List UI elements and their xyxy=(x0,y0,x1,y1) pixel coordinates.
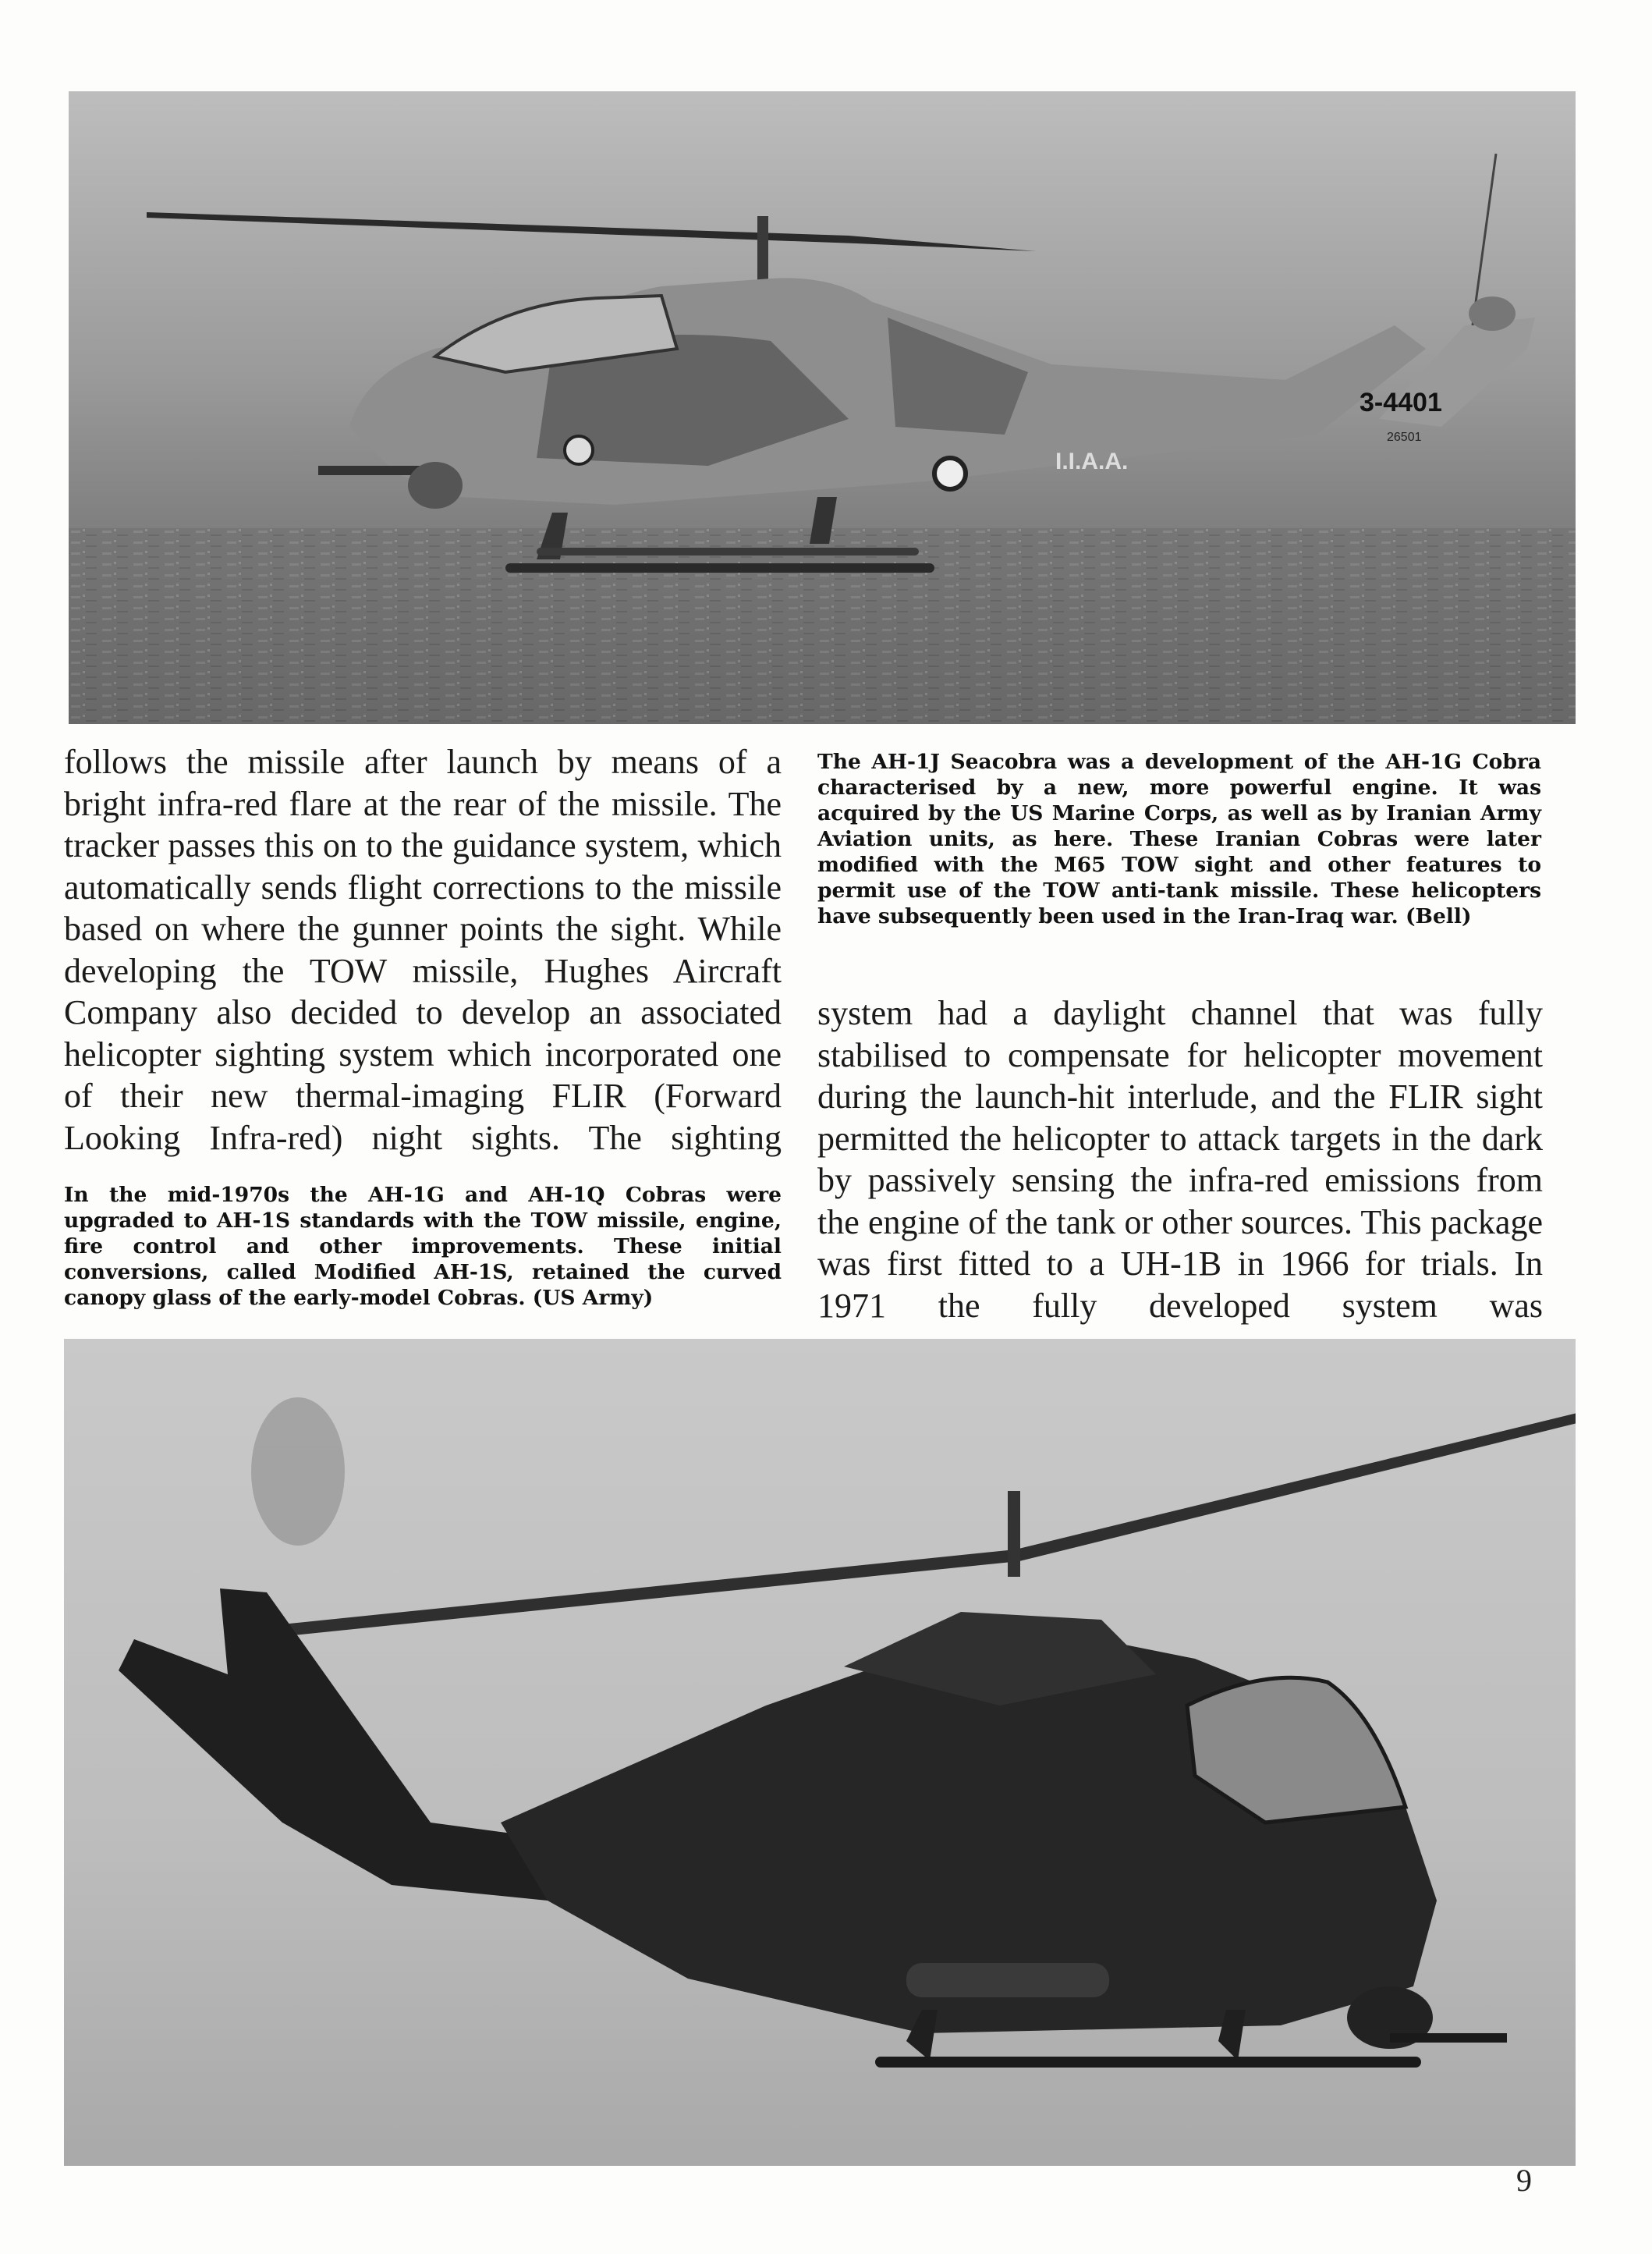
page-number: 9 xyxy=(1516,2163,1532,2198)
tail-rotor xyxy=(1469,296,1516,331)
landing-skid xyxy=(537,548,919,556)
serial-number: 26501 xyxy=(1387,431,1422,444)
body-text-left-column: follows the missile after launch by means of a bright infra-red flare at the rear of the missile. The tracker passes this on to the guidance system, which automatically sends flight corrections to the missile based on where the gunner points the sight. While developing the TOW missile, Hughes Aircraft Company also decided to develop an associated helicopter sighting system which incorporated one of their new thermal-imaging FLIR (Forward Looking Infra-red) night sights. The sighting xyxy=(64,743,782,1157)
helicopter-photo-bottom xyxy=(64,1339,1576,2166)
tail-marking: I.I.A.A. xyxy=(1055,449,1129,474)
rotor-mast xyxy=(757,216,768,286)
gun-barrel xyxy=(1390,2033,1507,2043)
rotor-mast xyxy=(1008,1491,1020,1577)
rocket-pod xyxy=(906,1963,1109,1997)
gun-turret xyxy=(408,462,463,509)
roundel xyxy=(934,458,966,489)
body-text-right-column: system had a daylight channel that was fully stabilised to compensate for helicopter movement during the launch-hit interlude, and the FLIR sight permitted the helicopter to attack targets in the dark by passively sensing the infra-red emissions from the engine of the tank or other sources. This package was first fitted to a UH-1B in 1966 for trials. In 1971 the fully developed system was xyxy=(817,994,1543,1325)
photo-ah1j-seacobra xyxy=(69,91,1576,724)
landing-skid xyxy=(875,2057,1421,2068)
landing-skid xyxy=(505,563,934,573)
photo-modified-ah1s-cobra xyxy=(64,1339,1576,2166)
helicopter-photo-top xyxy=(69,91,1576,724)
tail-rotor xyxy=(251,1397,345,1546)
gun-barrel xyxy=(318,466,420,475)
tail-number: 3-4401 xyxy=(1360,388,1442,417)
caption-top-photo: The AH-1J Seacobra was a development of the AH-1G Cobra characterised by a new, more powerful engine. It was acquired by the US Marine Corps, as well as by Iranian Army Aviation units, as here. These Iranian Cobras were later modified with the M65 TOW sight and other features to permit use of the TOW anti-tank missile. These helicopters have subsequently been used in the Iran-Iraq war. (Bell) xyxy=(817,750,1541,928)
caption-bottom-photo: In the mid-1970s the AH-1G and AH-1Q Cobras were upgraded to AH-1S standards with the TOW missile, engine, fire control and other improvements. These initial conversions, called Modified AH-1S, retained the curved canopy glass of the early-model Cobras. (US Army) xyxy=(64,1183,782,1310)
insignia xyxy=(565,436,593,464)
